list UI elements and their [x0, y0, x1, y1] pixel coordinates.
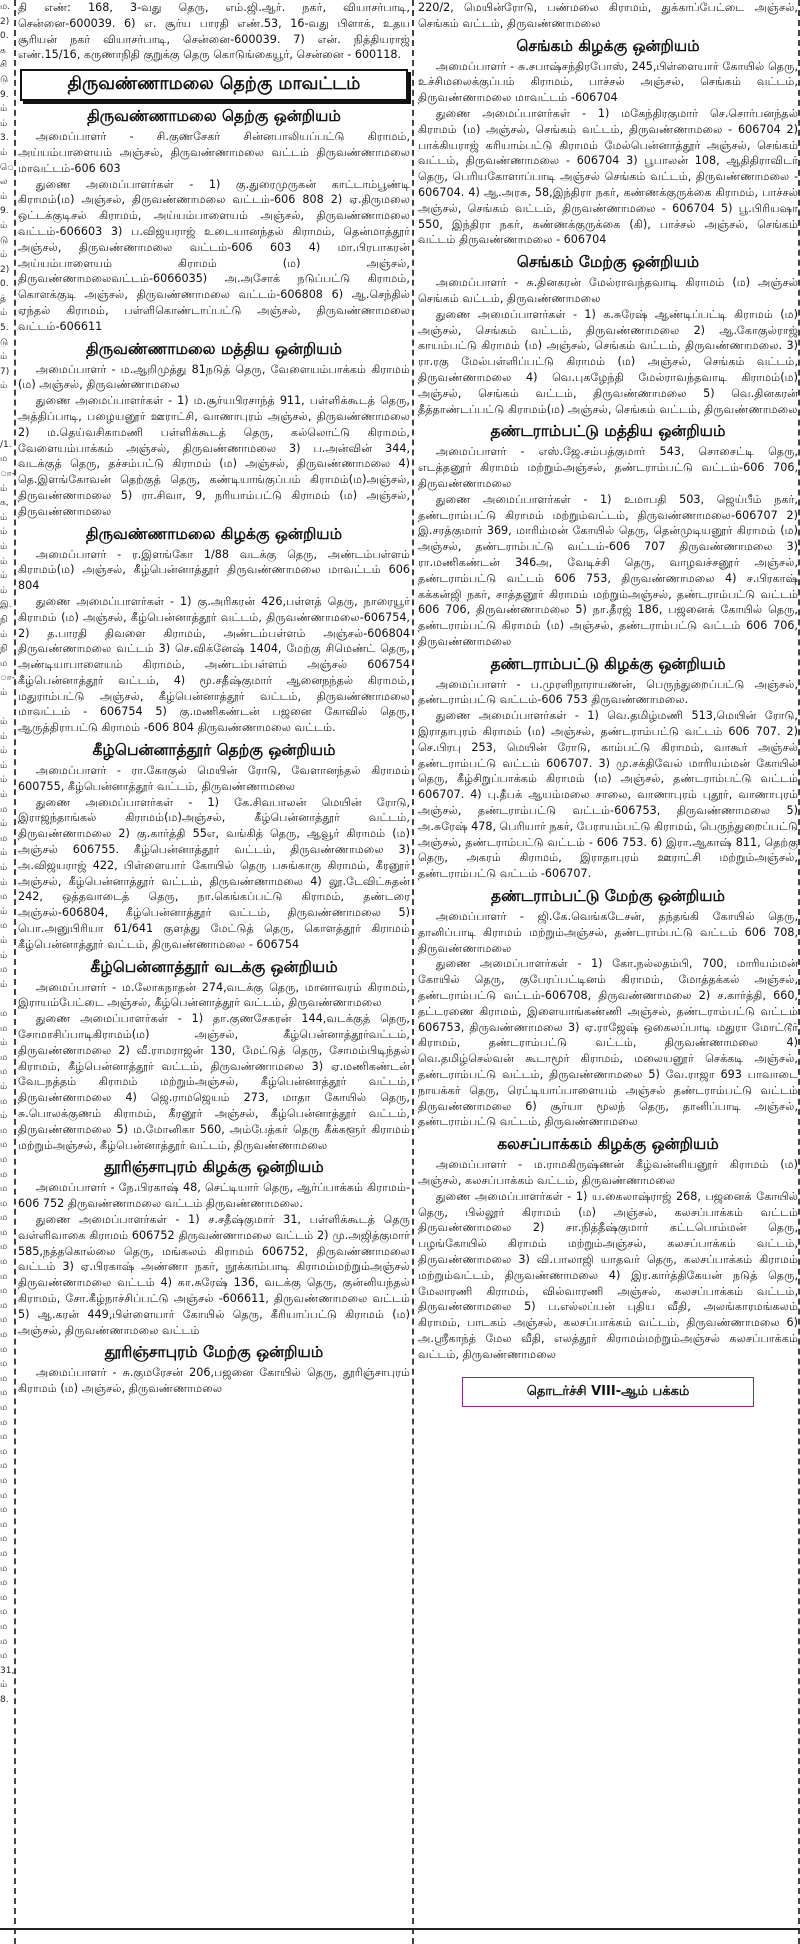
section-heading: தண்டராம்பட்டு மத்திய ஒன்றியம்	[490, 422, 726, 441]
margin-fragment: ம	[0, 804, 8, 815]
margin-fragment: ம்	[0, 250, 8, 261]
margin-fragment: ம	[0, 1534, 8, 1545]
margin-fragment: ம	[0, 1198, 8, 1209]
margin-fragment: க	[0, 45, 6, 56]
margin-fragment: ம்	[0, 220, 8, 231]
margin-fragment: ம்	[0, 483, 8, 494]
margin-fragment: ம	[0, 1067, 8, 1078]
margin-fragment: ம	[0, 1213, 8, 1224]
margin-fragment: ம	[0, 1315, 8, 1326]
deputy-organizers-entry: துணை அமைப்பாளர்கள் - 1) உமாபதி 503, ஜெய்பீம் நகர், தண்டராம்பட்டு கிராமம் மற்றும்வட்டம், திருவண்ணாமலை-606707 2) இ.சரத்குமார் 369, மாரிம்மன் கோயில் தெரு, தென்முடியனூர் கிராமம் (ம) அஞ்சல், தண்டராம்பட்டு வட்டம்-606 707 திருவண்ணாமலை 3) ரா.மணிகண்டன் 346அ, வேடிச்சி தெரு, வாழவச்சனூர் அஞ்சல், தண்டராம்பட்டு வட்டம் 606 753, திருவண்ணாமலை 4) ச.பிரகாஷ் கக்கன்ஜி நகர், சாத்தனூர் கிராமம் மற்றும்அஞ்சல், தண்டராம்பட்டு வட்டம் 606 706, திருவண்ணாமலை 5) நா.தீரஜ் 186, பஜனைக் கோயில் தெரு, தண்டராம்பட்டு கிராமம் (ம) அஞ்சல், தண்டராம்பட்டு வட்டம் 606 706, திருவண்ணாமலை	[418, 492, 798, 648]
margin-fragment: ம்	[0, 717, 8, 728]
bottom-rule	[0, 1928, 800, 1930]
margin-fragment: ம்	[0, 585, 8, 596]
section-heading: தூரிஞ்சாபுரம் கிழக்கு ஒன்றியம்	[104, 1158, 324, 1177]
organizer-entry: அமைப்பாளர் - ரா.கோகுல் மெயின் ரோடு, வேளானந்தல் கிராமம் 600755, கீழ்பென்னாத்தூர் வட்டம், திருவண்ணாமலை	[18, 764, 410, 793]
margin-fragment: ம	[0, 1052, 8, 1063]
margin-fragment: ம்	[0, 556, 8, 567]
section-heading: திருவண்ணாமலை தெற்கு ஒன்றியம்	[87, 107, 341, 126]
section-heading: தண்டராம்பட்டு கிழக்கு ஒன்றியம்	[490, 654, 726, 673]
margin-fragment: ம	[0, 892, 8, 903]
margin-fragment: ம்	[0, 819, 8, 830]
margin-fragment: ம	[0, 1286, 8, 1297]
margin-fragment: 9.	[0, 89, 9, 100]
margin-fragment: ம்	[0, 512, 8, 523]
margin-fragment: ம	[0, 454, 8, 465]
deputy-organizers-entry: துணை அமைப்பாளர்கள் - 1) கோ.நல்லதம்பி, 700, மாரியம்மன் கோயில் தெரு, குபேரப்பட்டினம் கிராமம், மோத்தக்கல் அஞ்சல், தண்டராம்பட்டு வட்டம்-606708, திருவண்ணாமலை 2) ச.கார்த்தி, 660, தட்டரணை கிராமம், இளையாங்கண்ணி அஞ்சல், தண்டராம்பட்டு வட்டம் 606753, திருவண்ணாமலை 3) ஏ.ராஜேஷ் ஒகைலப்பாடி மதுரா மோட்டூர் கிராமம், தண்டராம்பட்டு வட்டம், திருவண்ணாமலை 4) வெ.தமிழ்செல்வன் கூடாமூர் கிராமம், மலையனூர் செக்கடி அஞ்சல், தண்டராம்பட்டு வட்டம், திருவண்ணாமலை 5) வே.ராஜா 693 பாவாடை நாயக்கர் தெரு, ரெட்டியாப்பாளையம் அஞ்சல் தண்டராம்பட்டு வட்டம் திருவண்ணாமலை 6) சூர்யா மூலந் தெரு, தானிப்பாடி அஞ்சல், தண்டராம்பட்டு வட்டம், திருவண்ணாமலை	[418, 957, 798, 1129]
margin-fragment: /1.	[0, 439, 12, 450]
margin-fragment: ம்	[0, 1680, 8, 1691]
organizer-entry: அமைப்பாளர் - சி.குணசேகர் சின்னபாலியப்பட்டு கிராமம், அய்யம்பாளையம் அஞ்சல், திருவண்ணாமலை வட்டம் திருவண்ணாமலை மாவட்டம்-606 603	[18, 130, 410, 175]
margin-fragment: ம	[0, 1125, 8, 1136]
margin-fragment: ம்	[0, 979, 8, 990]
organizer-entry: அமைப்பாளர் - சு.சபாஷ்சந்திரபோஸ், 245,பிள்ளையார் கோயில் தெரு, உச்சிமலைக்குப்பம் கிராமம், பாச்சல் அஞ்சல், செங்கம் வட்டம், திருவண்ணாமலை மாவட்டம் -606704	[418, 59, 798, 105]
deputy-organizers-entry: துணை அமைப்பாளர்கள் - 1) கு.துரைமுருகன் காட்டாம்பூண்டி கிராமம்(ம) அஞ்சல், திருவண்ணாமலை வட்டம்-606 808 2) ஏ.திருமலை ஒட்டக்குடிசல் கிராமம், அய்யம்பாளையம் அஞ்சல், திருவண்ணாமலை வட்டம்-606603 3) ப.விஜயராஜ் உடையானந்தல் கிராமம், தென்மாத்தூர் அஞ்சல், திருவண்ணாமலை வட்டம்-606 603 4) மா.பிரபாகரன் அய்யம்பாளையம் கிராமம் (ம) அஞ்சல், திருவண்ணாமலைவட்டம்-6066035) அ.அசோக் நடுப்பட்டு கிராமம், கொளக்குடி அஞ்சல், திருவண்ணாமலை வட்டம்-606808 6) ஆ.செந்தில் ஏந்தல் கிராமம், பள்ளிகொண்டாப்பட்டு அஞ்சல், திருவண்ணாமலை வட்டம்-606611	[18, 177, 410, 333]
organizer-entry: அமைப்பாளர் - சு.குமரேசன் 206,பஜனை கோயில் தெரு, தூரிஞ்சாபுரம் கிராமம் (ம) அஞ்சல், திருவண்ணாமலை	[18, 1366, 410, 1396]
margin-fragment	[0, 701, 13, 716]
margin-fragment: ம்	[0, 790, 8, 801]
margin-fragment: ம	[0, 1417, 8, 1428]
margin-fragment: ம்	[0, 352, 8, 363]
section-heading: திருவண்ணாமலை மத்திய ஒன்றியம்	[86, 339, 342, 358]
district-heading: திருவண்ணாமலை தெற்கு மாவட்டம்	[20, 69, 408, 101]
organizer-entry: அமைப்பாளர் - சு.தினகரன் மேல்ராவந்தவாடி கிராமம் (ம) அஞ்சல் செங்கம் வட்டம், திருவண்ணாமலை	[418, 276, 798, 305]
deputy-organizers-entry: துணை அமைப்பாளர்கள் - 1) வெ.தமிழ்மணி 513,மெயின் ரோடு, இராதாபுரம் கிராமம் (ம) அஞ்சல், தண்டராம்பட்டு வட்டம் 606 707. 2) செ.பிரபு 253, மெயின் ரோடு, காம்பட்டு கிராமம், வாகூர் அஞ்சல் தண்டராம்பட்டு வட்டம் 606707. 3) மு.சக்திவேல் மாரியம்மன் கோயில் தெரு, கீழ்சிறுப்பாக்கம் கிராமம் (ம) அஞ்சல், தண்டராம்பட்டு வட்டம் 606707. 4) பு.தீபக் ஆயம்மலை சாலை, வாணாபுரம் புதூர், வாணாபுரம் அஞ்சல், தண்டராம்பட்டு வட்டம்-606753, திருவண்ணாமலை 5) அ.சுரேஷ் 478, பெரியார் நகர், பேராயம்பட்டு கிராமம், பெருந்துறைப்பட்டு அஞ்சல், தண்டராம்பட்டு வட்டம் - 606 753. 6) இரா.ஆகாஷ் 811, தெற்கு தெரு, அகரம் கிராமம், இராதாபுரம் ஊராட்சி மற்றும்அஞ்சல், தண்டராம்பட்டு வட்டம் -606707.	[418, 709, 798, 881]
margin-fragment: ம	[0, 1271, 8, 1282]
margin-fragment: ம்	[0, 1038, 8, 1049]
organizer-entry: அமைப்பாளர் - ர.இளங்கோ 1/88 வடக்கு தெரு, அண்டம்பள்ளம் கிராமம்(ம) அஞ்சல், கீழ்பென்னாத்தூர் திருவண்ணாமலை மாவட்டம் 606 804	[18, 547, 410, 593]
margin-fragment: ம்	[0, 104, 8, 115]
margin-fragment: ம்	[0, 629, 8, 640]
margin-fragment: ம்	[0, 687, 8, 698]
margin-fragment: ம	[0, 1607, 8, 1618]
margin-fragment: ம	[0, 1432, 8, 1443]
margin-fragment: ம்	[0, 950, 8, 961]
margin-fragment: ா-	[0, 673, 15, 684]
section-heading: கீழ்பென்னாத்தூர் வடக்கு ஒன்றியம்	[90, 957, 338, 976]
deputy-organizers-entry: துணை அமைப்பாளர்கள் - 1) கே.சிவபாலன் மெயின் ரோடு, இராஜந்தாங்கல் கிராமம்(ம)அஞ்சல், கீழ்பென்னாத்தூர் வட்டம், திருவண்ணாமலை 2) கு.கார்த்தி 55எ, வங்கித் தெரு, ஆவூர் கிராமம் (ம) அஞ்சல் 606755. கீழ்பென்னாத்தூர் வட்டம், திருவண்ணாமலை 3) அ.விஜயராஜ் 422, பிள்ளையார் கோயில் தெரு பசுங்காரு கிராமம், கீரனூர் அஞ்சல், கீழ்பென்னாத்தூர் வட்டம், திருவண்ணாமலை 4) லூ.டேவிட்சுதன் 242, ஒத்தவாடைத் தெரு, நா.கெங்கப்பட்டு கிராமம், தண்டரை அஞ்சல்-606804, கீழ்பென்னாத்தூர் வட்டம், திருவண்ணாமலை 5) பொ.அனுபிரியா 61/641 குளத்து மேட்டுத் தெரு, கொளத்தூர் கிராமம் கீழ்பென்னாத்தூர் வட்டம், திருவண்ணாமலை - 606754	[18, 795, 410, 951]
margin-fragment: ம்	[0, 877, 8, 888]
margin-fragment: ம்	[0, 848, 8, 859]
section-list	[418, 35, 798, 1363]
margin-fragment: ம்	[0, 147, 8, 158]
margin-fragment: ம்	[0, 541, 8, 552]
left-margin-text	[0, 0, 13, 1944]
margin-fragment: ம	[0, 1096, 8, 1107]
column-divider	[14, 0, 16, 1944]
margin-fragment	[0, 423, 13, 438]
margin-fragment: ம	[0, 1359, 8, 1370]
margin-fragment: ம்	[0, 118, 8, 129]
margin-fragment: ம	[0, 1169, 8, 1180]
margin-fragment: 8.	[0, 1694, 9, 1705]
deputy-organizers-entry: துணை அமைப்பாளர்கள் - 1) தா.குணசேகரன் 144,வடக்குத் தெரு, சோமாசிப்பாடிகிராமம்(ம) அஞ்சல், கீழ்பென்னாத்தூர்வட்டம், திருவண்ணாமலை 2) வீ.ராமராஜன் 130, மேட்டுத் தெரு, சோமம்பிடிந்தல் கிராமம், கீழ்பென்னாத்தூர் வட்டம், திருவண்ணாமலை 3) ஏ.மணிகண்டன் வேடநத்தம் கிராமம் மற்றும்அஞ்சல், கீழ்பென்னாத்தூர் வட்டம், திருவண்ணாமலை 4) ஜெ.ராமஜெயம் 273, மாதா கோயில் தெரு, சு.பொலக்குணம் கிராமம், கீரனூர் அஞ்சல், கீழ்பென்னாத்தூர் வட்டம், திருவண்ணாமலை 5) ம.மோனிகா 560, அம்பேத்கர் தெரு கீக்களூர் கிராமம் மற்றும்அஞ்சல், கீழ்பென்னாத்தூர் வட்டம், திருவண்ணாமலை	[18, 1012, 410, 1152]
left-column	[18, 0, 410, 1944]
margin-fragment: 0.	[0, 279, 9, 290]
margin-fragment: ம	[0, 1300, 8, 1311]
deputy-organizers-entry: துணை அமைப்பாளர்கள் - 1) ச.சதீஷ்குமார் 31, பள்ளிக்கூடத் தெரு வள்ளிவாகை கிராமம் 606752 திருவண்ணாமலை வட்டம் 2) மு.அஜித்குமார் 585,நத்தகொல்லை தெரு, மங்கலம் கிராமம் 606752, திருவண்ணாமலை வட்டம் 3) ஏ.பிரகாஷ் அண்ணா நகர், நூக்காம்பாடி கிராமம்மற்றும்அஞ்சல் திருவண்ணாமலை வட்டம் 4) கா.சுரேஷ் 136, வடக்கு தெரு, குன்னியந்தல் கிராமம், சோ.கீழ்நாச்சிப்பட்டு அஞ்சல் -606611, திருவண்ணாமலை வட்டம் 5) ஆ.கரன் 449,பிள்ளையார் கோயில் தெரு, கீரியாப்பட்டு கிராமம் (ம) அஞ்சல், திருவண்ணாமலை வட்டம்	[18, 1213, 410, 1337]
margin-fragment: ம	[0, 1257, 8, 1268]
margin-fragment: ெ	[0, 162, 14, 173]
organizer-entry: அமைப்பாளர் - ப.முரளிநாராயணன், பெருந்துறைப்பட்டு அஞ்சல், தண்டராம்பட்டு வட்டம்-606 753 திருவண்ணாமலை.	[418, 677, 798, 707]
margin-fragment: ம்	[0, 775, 8, 786]
margin-fragment: ம	[0, 1242, 8, 1253]
margin-fragment: ம	[0, 1475, 8, 1486]
margin-fragment: ம	[0, 1140, 8, 1151]
section-heading: கீழ்பென்னாத்தூர் தெற்கு ஒன்றியம்	[92, 741, 336, 760]
margin-fragment: 5.	[0, 323, 9, 334]
margin-fragment: ம	[0, 1505, 8, 1516]
margin-fragment: ம்	[0, 527, 8, 538]
section-heading: திருவண்ணாமலை கிழக்கு ஒன்றியம்	[85, 524, 343, 543]
margin-fragment: இ.	[0, 600, 12, 611]
margin-fragment: ம	[0, 1621, 8, 1632]
margin-fragment: ம்	[0, 1081, 8, 1092]
margin-fragment: 2)	[0, 264, 10, 275]
margin-fragment: நி	[0, 614, 8, 625]
column-intro: 220/2, மெயின்ரோடு, பண்மலை கிராமம், துக்காப்பேட்டை அஞ்சல், செங்கம் வட்டம், திருவண்ணாமலை	[418, 1, 798, 30]
deputy-organizers-entry: துணை அமைப்பாளர்கள் - 1) கு.அரிகரன் 426,பள்ளத் தெரு, நாரையூர் கிராமம் (ம) அஞ்சல், கீழ்பென்னாத்தூர் வட்டம், திருவண்ணாமலை-606754, 2) த.பாரதி திவளை கிராமம், அண்டம்பள்ளம் அஞ்சல்-606804 திருவண்ணாமலை வட்டம் 3) செ.விக்னேஷ் 1404, மேற்கு சிமெண்ட் தெரு, அண்டியாபாளையம் கிராமம், அண்டம்பள்ளம் அஞ்சல் 606754 கீழ்பென்னாத்தூர் வட்டம், 4) மூ.சதீஷ்குமார் ஆனைநந்தல் கிராமம், மதுராம்பட்டு அஞ்சல், கீழ்பென்னாத்தூர் வட்டம், திருவண்ணாமலை மாவட்டம் - 606754 5) கு.மணிகண்டன் பஜனை கோவில் தெரு, ஆருத்திராபட்டு கிராமம் -606 804 திருவண்ணாமலை வட்டம்.	[18, 594, 410, 735]
margin-fragment: த்	[0, 293, 6, 304]
margin-fragment: ம	[0, 1519, 8, 1530]
margin-fragment: ம	[0, 1023, 8, 1034]
column-intro: தி எண்: 168, 3-வது தெரு, எம்.ஜி.ஆர். நகர், வியாசர்பாடி, சென்னை-600039. 6) எ. சூர்ய பாரதி எண்.53, 16-வது பிளாக், உதய சூரியன் நகர் வியாசர்பாடி, சென்னை-600039. 7) என். நித்தியராஜ் எண்.15/16, கருணாநிதி குறுக்கு தெரு கொடுங்கையூர், சென்னை - 600118.	[18, 1, 410, 62]
organizer-entry: அமைப்பாளர் - ம.லோகநாதன் 274,வடக்கு தெரு, மானாவரம் கிராமம், இராயம்பேட்டை அஞ்சல், கீழ்பென்னாத்தூர் வட்டம், திருவண்ணாமலை	[18, 980, 410, 1010]
margin-fragment: ம	[0, 1578, 8, 1589]
margin-fragment: ம	[0, 1227, 8, 1238]
margin-fragment: ம	[0, 1330, 8, 1341]
margin-fragment: ம	[0, 1388, 8, 1399]
margin-fragment: ம்	[0, 746, 8, 757]
margin-fragment: ம	[0, 1373, 8, 1384]
organizer-entry: அமைப்பாளர் - நே.பிரகாஷ் 48, செட்டியார் தெரு, ஆர்ப்பாக்கம் கிராமம்- 606 752 திருவண்ணாமலை வட்டம் திருவண்ணாமலை.	[18, 1181, 410, 1211]
organizer-entry: அமைப்பாளர் - ம.ஆறிமுத்து 81நடுத் தெரு, வேளையம்பாக்கம் கிராமம் (ம) அஞ்சல், திருவண்ணாமலை	[18, 362, 410, 392]
margin-fragment: ம்	[0, 731, 8, 742]
column-divider	[412, 0, 414, 1944]
margin-fragment: டு	[0, 337, 9, 348]
section-heading: கலசப்பாக்கம் கிழக்கு ஒன்றியம்	[497, 1135, 719, 1154]
margin-fragment: ம	[0, 1548, 8, 1559]
margin-fragment: ம	[0, 1592, 8, 1603]
section-heading: செங்கம் கிழக்கு ஒன்றியம்	[516, 36, 700, 55]
margin-fragment: சி	[0, 60, 8, 71]
section-heading: தூரிஞ்சாபுரம் மேற்கு ஒன்றியம்	[104, 1343, 324, 1362]
section-heading: தண்டராம்பட்டு மேற்கு ஒன்றியம்	[490, 887, 726, 906]
margin-fragment: ம்	[0, 936, 8, 946]
margin-fragment: ம	[0, 1154, 8, 1165]
margin-fragment: ல	[0, 177, 8, 188]
margin-fragment: ம	[0, 965, 8, 976]
section-list	[18, 105, 410, 1397]
margin-fragment: ம	[0, 1563, 8, 1574]
margin-fragment: ம	[0, 658, 8, 669]
margin-fragment	[0, 409, 13, 424]
margin-fragment: ம்	[0, 308, 8, 319]
margin-fragment: ம்	[0, 191, 8, 202]
margin-fragment: 0.	[0, 31, 9, 42]
right-column	[418, 0, 798, 1944]
margin-fragment: 2)	[0, 16, 10, 27]
margin-fragment: 9.	[0, 206, 9, 217]
margin-fragment: ம்	[0, 1111, 8, 1122]
margin-fragment: ம	[0, 1446, 8, 1457]
margin-fragment: ம.	[0, 2, 11, 12]
margin-fragment: ம	[0, 1403, 8, 1413]
margin-fragment: க,	[0, 498, 9, 509]
margin-fragment: ம்	[0, 381, 8, 392]
margin-fragment: ம	[0, 833, 8, 844]
organizer-entry: அமைப்பாளர் - ஜி.கே.வெங்கடேசன், தந்தங்கி கோயில் தெரு, தானிப்பாடி கிராமம் மற்றும்அஞ்சல், தண்டராம்பட்டு வட்டம் 606 708, திருவண்ணாமலை	[418, 910, 798, 955]
margin-fragment: 3.	[0, 133, 9, 144]
deputy-organizers-entry: துணை அமைப்பாளர்கள் - 1) ய.கைலாஷ்ராஜ் 268, பஜனைக் கோயில் தெரு, பில்லூர் கிராமம் (ம) அஞ்சல், கலசப்பாக்கம் வட்டம் திருவண்ணாமலை 2) சா.நித்தீஷ்குமார் கட்டபொம்மன் தெரு, பழங்கோயில் கிராமம் மற்றும்அஞ்சல், கலசப்பாக்கம் வட்டம், திருவண்ணாமலை 3) வி.பாலாஜி யாதவர் தெரு, கலசப்பாக்கம் கிராமம் மற்றும்வட்டம், திருவண்ணாமலை 4) இர.கார்த்திகேயன் நடுத் தெரு, மேலாரணி கிராமம், வில்வாரணி அஞ்சல், கலசப்பாக்கம் வட்டம், திருவண்ணாமலை 5) ப.எல்லப்பன் புதிய வீதி, அலங்காரமங்கலம் கிராமம், பாடகம் அஞ்சல், கலசப்பாக்கம் வட்டம், திருவண்ணாமலை 6) அ.ஸ்ரீகாந்த் மேல வீதி, எலத்தூர் கிராமம்மற்றும்அஞ்சல் கலசப்பாக்கம் வட்டம், திருவண்ணாமலை	[418, 1189, 798, 1361]
margin-fragment: ம	[0, 921, 8, 932]
margin-fragment: ம்	[0, 760, 8, 771]
margin-fragment: 31,	[0, 1665, 15, 1676]
margin-fragment: 7)	[0, 366, 10, 377]
margin-fragment: ம	[0, 1636, 8, 1647]
margin-fragment: ம	[0, 1651, 8, 1662]
margin-fragment: ம	[0, 1461, 8, 1472]
margin-fragment: நி	[0, 644, 8, 655]
margin-fragment	[0, 394, 13, 409]
margin-fragment: ம்	[0, 906, 8, 917]
margin-fragment	[0, 992, 13, 1007]
margin-fragment: ம்	[0, 571, 8, 582]
margin-fragment: ம்	[0, 863, 8, 874]
margin-fragment: ம	[0, 1344, 8, 1355]
margin-fragment: ம	[0, 1008, 8, 1019]
continuation-notice: தொடர்ச்சி VIII-ஆம் பக்கம்	[462, 1377, 754, 1407]
margin-fragment: டு	[0, 235, 9, 246]
deputy-organizers-entry: துணை அமைப்பாளர்கள் - 1) மகேந்திரகுமார் செ.சொர்பனந்தல் கிராமம் (ம) அஞ்சல், செங்கம் வட்டம், திருவண்ணாமலை - 606704 2) பாக்கியராஜ் கரியாம்பட்டு கிராமம் மேல்பென்னாத்தூர் அஞ்சல், செங்கம் வட்டம், திருவண்ணாமலை - 606704 3) பூபாலன் 108, ஆதிதிராவிடர் தெரு, பெரியகோளாப்பாடி அஞ்சல் செங்கம் வட்டம், திருவண்ணாமலை - 606704. 4) ஆ.அரசு, 58,இந்திரா நகர், கண்ணக்குருக்கை கிராமம், பாச்சல் அஞ்சல், செங்கம் வட்டம், திருவண்ணாமலை - 606704 5) பூ.பிரியஷா 550, இந்திரா நகர், கண்ணக்குருக்கை (கி), பாச்சல் அஞ்சல், செங்கம் வட்டம் திருவண்ணாமலை - 606704	[418, 106, 798, 247]
margin-fragment: ா-	[0, 469, 15, 479]
deputy-organizers-entry: துணை அமைப்பாளர்கள் - 1) க.சுரேஷ் ஆண்டிப்பட்டி கிராமம் (ம) அஞ்சல், செங்கம் வட்டம், திருவண்ணாமலை 2) ஆ.கோகுல்ராஜ் காயம்பட்டு கிராமம் (ம) அஞ்சல், செங்கம் வட்டம், திருவண்ணாமலை. 3) ரா.ரகு மேல்பள்ளிப்பட்டு கிராமம் (ம) அஞ்சல், செங்கம் வட்டம், திருவண்ணாமலை 4) வெ.புகழேந்தி மேல்ராவந்தவாடி கிராமம்(ம) அஞ்சல், செங்கம் வட்டம், திருவண்ணாமலை 5) வெ.தினகரன் தீத்தாண்டப்பட்டு கிராமம்(ம) அஞ்சல், செங்கம் வட்டம், திருவண்ணாமலை	[418, 307, 798, 416]
organizer-entry: அமைப்பாளர் - ம.ராமகிருஷ்ணன் கீழ்வன்னியனூர் கிராமம் (ம) அஞ்சல், கலசப்பாக்கம் வட்டம், திருவண்ணாமலை	[418, 1158, 798, 1187]
deputy-organizers-entry: துணை அமைப்பாளர்கள் - 1) ம.சூர்யபிரசாந்த் 911, பள்ளிக்கூடத் தெரு, அத்திப்பாடி, பழையனூர் ஊராட்சி, வாணாபுரம் அஞ்சல், திருவண்ணாமலை 2) ம.தெய்வசிகாமணி பள்ளிக்கூடத் தெரு, கல்லொட்டு கிராமம், வேளையம்பாக்கம் அஞ்சல், திருவண்ணாமலை 3) ப.அன்வின் 344, வடக்குத் தெரு, தச்சம்பட்டு கிராமம் (ம) அஞ்சல், திருவண்ணாமலை 4) தெ.இளங்கோவன் தெற்குத் தெரு, கண்டியாங்குப்பம் கிராமம்(ம)அஞ்சல், திருவண்ணாமலை 5) ரா.சிவா, 9, நரியாம்பட்டு கிராமம் (ம) அஞ்சல், திருவண்ணாமலை	[18, 394, 410, 518]
margin-fragment: ம	[0, 1184, 8, 1195]
margin-fragment: ம	[0, 1490, 8, 1501]
margin-fragment: டு	[0, 74, 9, 85]
organizer-entry: அமைப்பாளர் - எஸ்.ஜே.சம்பத்குமார் 543, சொசைட்டி தெரு, எடத்தனூர் கிராமம் மற்றும்அஞ்சல், தண்டராம்பட்டு வட்டம்-606 706, திருவண்ணாமலை	[418, 445, 798, 490]
section-heading: செங்கம் மேற்கு ஒன்றியம்	[516, 253, 700, 272]
